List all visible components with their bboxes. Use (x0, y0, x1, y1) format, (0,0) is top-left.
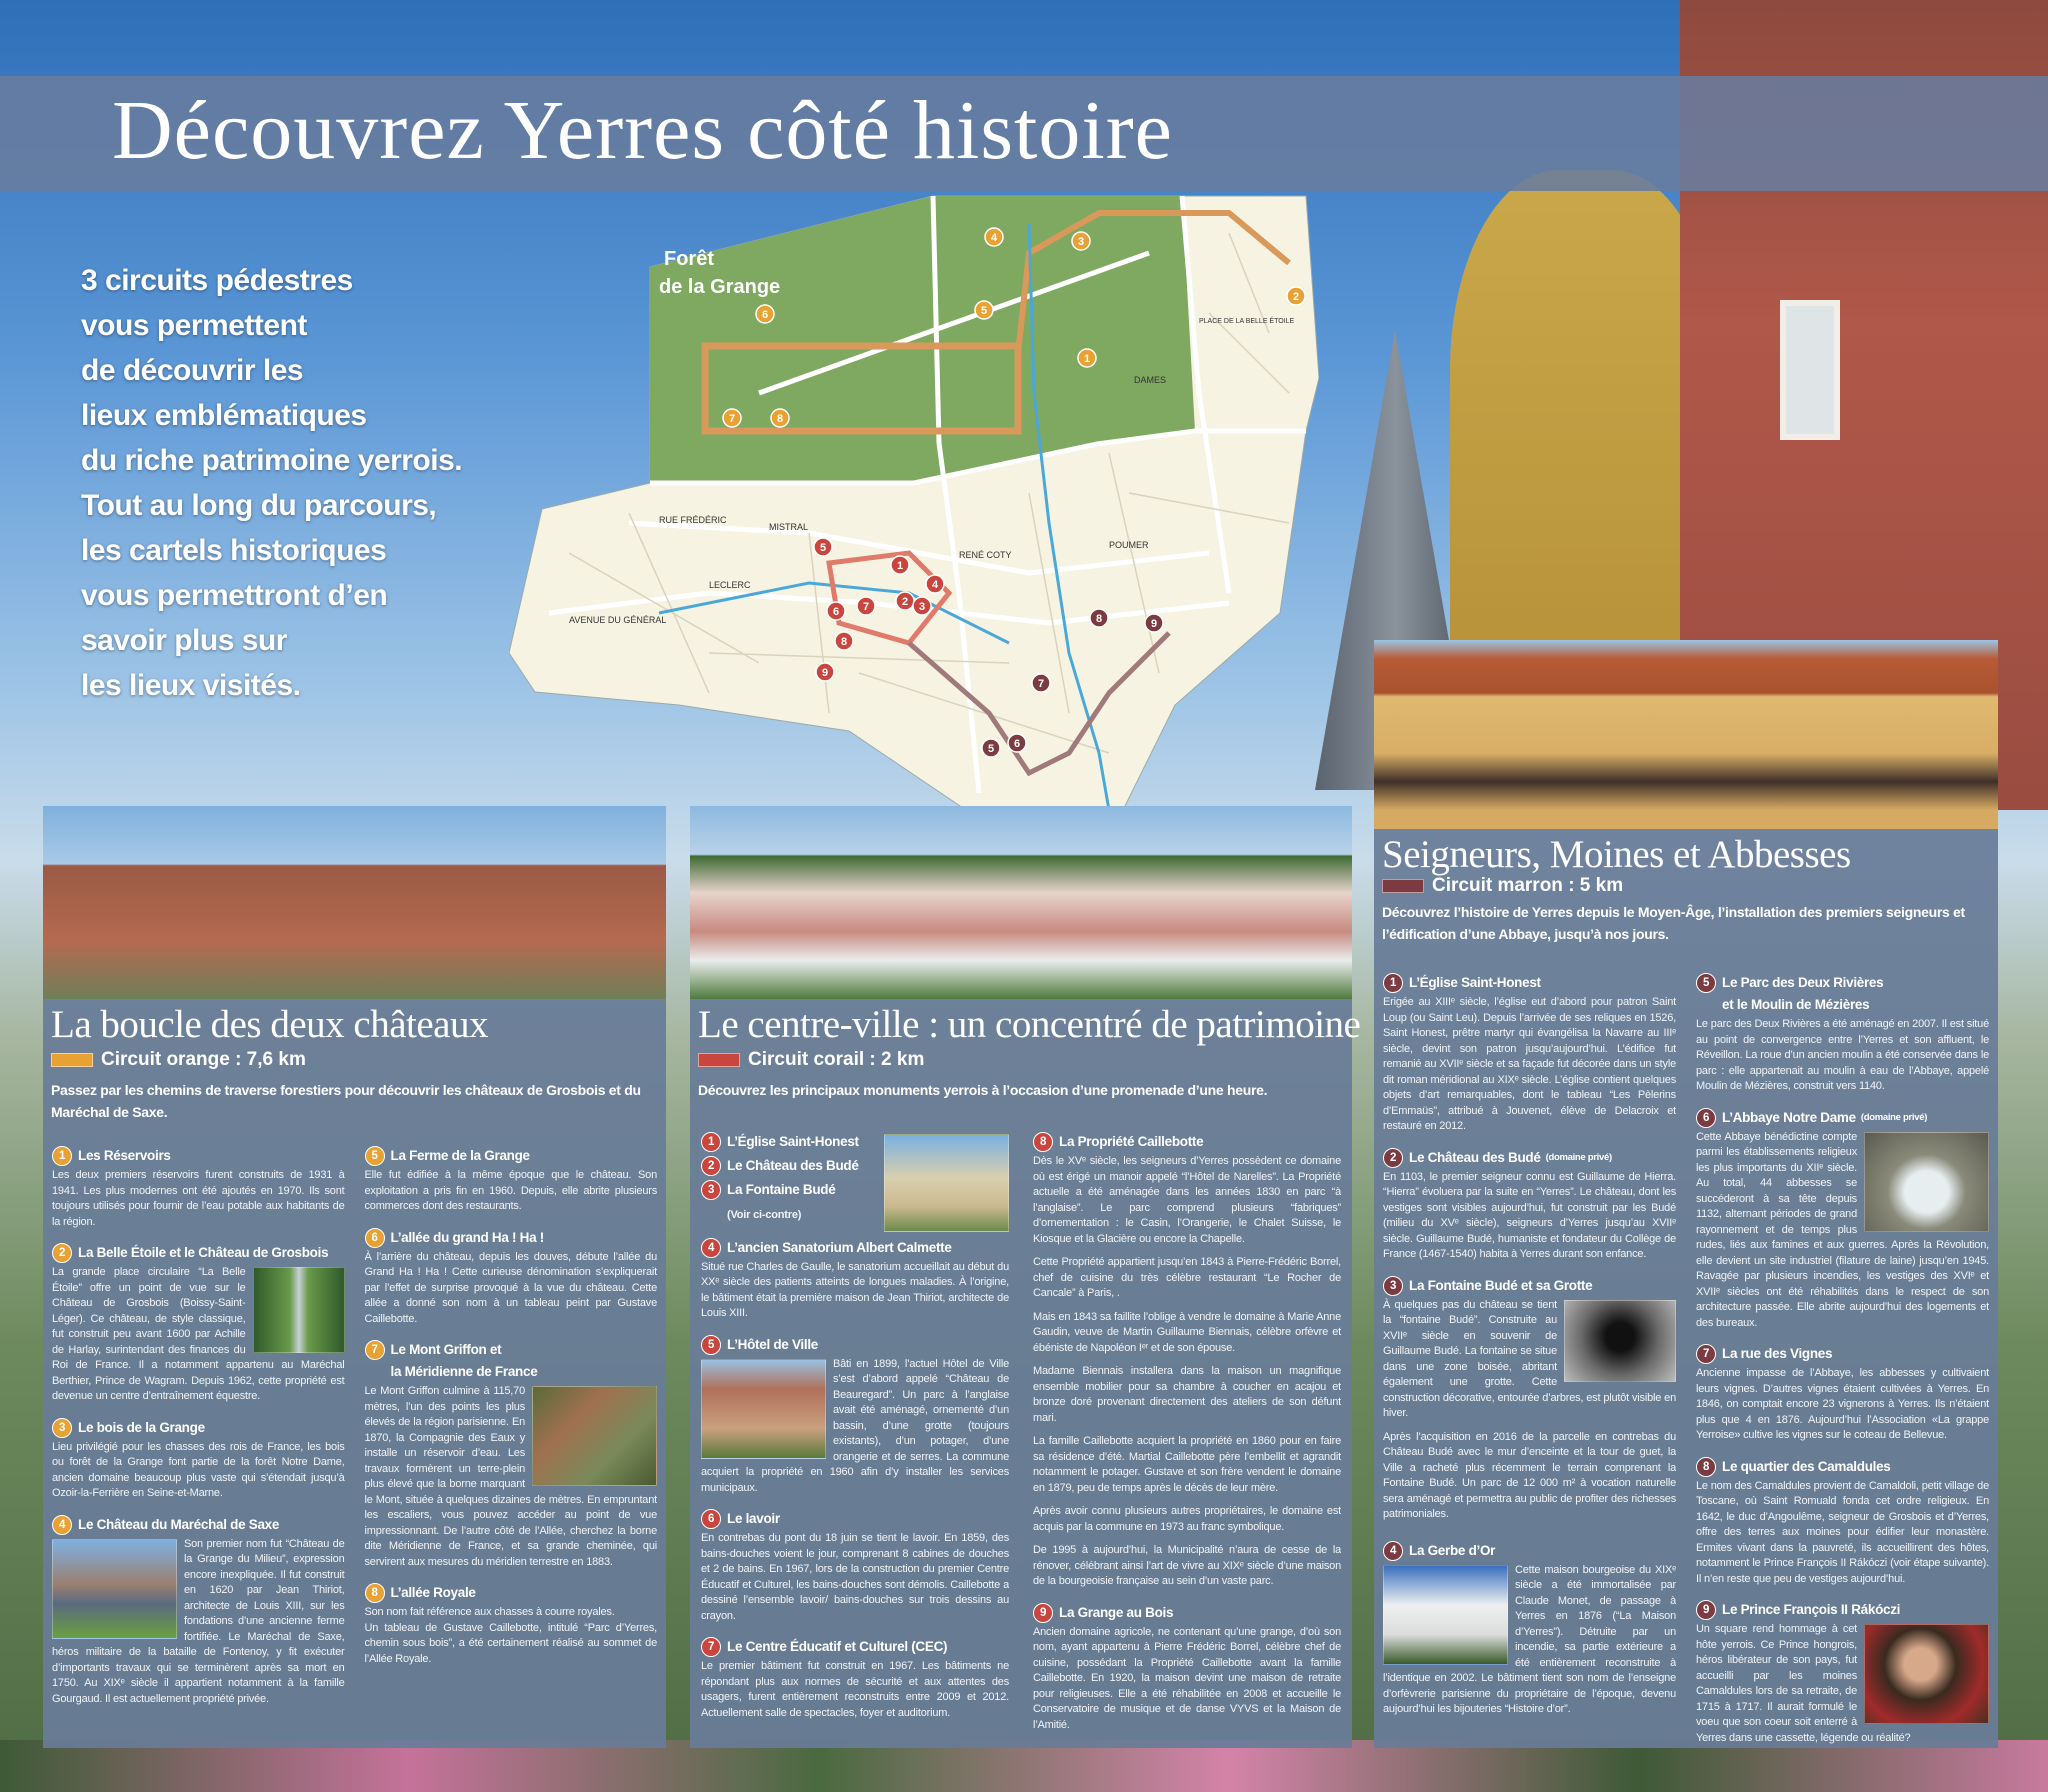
stop-entry (1033, 1132, 1341, 1590)
stop-description: Les deux premiers réservoirs furent construits de 1931 à 1941. Les plus modernes ont été ajoutés en 1970. Ils sont toujours utilisés pour fournir de l’eau potable aux habitants de la région. (52, 1169, 345, 1228)
map-marker-marron-6[interactable] (1008, 734, 1026, 752)
stop-number-badge: 2 (52, 1243, 72, 1263)
intro-line: de découvrir les (81, 354, 304, 387)
intro-line: Tout au long du parcours, (81, 489, 437, 522)
stop-number-badge: 3 (52, 1418, 72, 1438)
stop-description: À l’arrière du château, depuis les douves, débute l’allée du Grand Ha ! Ha ! Cette curieuse dénomination s’expliquerait par l’effet de surprise provoqué à la vue du château. Cette allée a donné son nom à un tableau peint par Gustave Caillebotte. (364, 1250, 657, 1325)
intro-line: les cartels historiques (81, 534, 387, 567)
circuit-length: Circuit orange : 7,6 km (101, 1049, 306, 1070)
panel-intro: Découvrez les principaux monuments yerrois à l’occasion d’une promenade d’une heure. (698, 1082, 1268, 1098)
stop-description: De 1995 à aujourd’hui, la Municipalité n’aura de cesse de la rénover, célébrant ainsi l’art de vivre au XIXᵉ siècle d’une maison de la bourgeoisie française au sein d’un vaste parc. (1033, 1544, 1341, 1587)
stop-title: Les Réservoirs (78, 1148, 171, 1163)
svg-text:2: 2 (901, 596, 909, 608)
stop-number-badge: 5 (365, 1146, 385, 1166)
stop-number-badge: 3 (701, 1180, 721, 1200)
stop-entry (1383, 1541, 1676, 1718)
map-marker-orange-8[interactable] (771, 409, 789, 427)
svg-text:7: 7 (728, 413, 736, 425)
svg-text:2: 2 (1292, 291, 1300, 303)
chateau-marechal-saxe-photo (52, 1539, 177, 1639)
svg-text:3: 3 (918, 601, 926, 613)
stop-title: Le Parc des Deux Rivières (1722, 975, 1884, 990)
stop-entry (1696, 1457, 1989, 1588)
map-marker-coral-6[interactable] (827, 602, 845, 620)
stop-number-badge: 7 (701, 1637, 721, 1657)
map-marker-marron-7[interactable] (1032, 674, 1050, 692)
stop-entry (701, 1132, 1009, 1152)
panel-column (1383, 973, 1676, 1759)
map-marker-marron-8[interactable] (1090, 609, 1108, 627)
stop-description: Son nom fait référence aux chasses à courre royales. (364, 1606, 615, 1618)
stop-title: Le Château des Budé (1409, 1149, 1541, 1165)
stop-note: (domaine privé) (1860, 1111, 1928, 1123)
stop-title: La Grange au Bois (1059, 1604, 1174, 1620)
map-label-street: DAMES (1134, 375, 1167, 385)
intro-line: vous permettront d’en (81, 579, 388, 612)
stop-title: La Ferme de la Grange (390, 1148, 530, 1163)
svg-text:9: 9 (1150, 618, 1158, 630)
svg-text:4: 4 (931, 579, 939, 591)
stop-description: En contrebas du pont du 18 juin se tient le lavoir. En 1859, des bains-douches voient le jour, comprenant 8 cabines de douches et 2 de bains. En 1967, lors de la construction du premier Centre Éducatif et Culturel, les bains-douches sont démolis. Caillebotte a dessiné l’ensemble lavoir/ bains-douches sur trois dessins au crayon. (701, 1532, 1009, 1622)
stop-number-badge: 5 (701, 1335, 721, 1355)
panel-body (1383, 973, 1989, 1759)
stop-entry (365, 1583, 658, 1667)
stop-title: Le quartier des Camaldules (1722, 1458, 1891, 1474)
stop-description: Elle fut édifiée à la même époque que le château. Son exploitation a pris fin en 1960. Depuis, elle abrite plusieurs commerces dont des restaurants. (364, 1169, 657, 1212)
map-marker-coral-8[interactable] (835, 632, 853, 650)
stop-entry (1383, 1148, 1676, 1263)
svg-text:7: 7 (862, 601, 870, 613)
stop-title: La Fontaine Budé et sa Grotte (1409, 1277, 1593, 1293)
stop-number-badge: 9 (1696, 1600, 1716, 1620)
stop-title: L’allée du grand Ha ! Ha ! (390, 1229, 544, 1245)
stop-description: Le nom des Camaldules provient de Camaldoli, petit village de Toscane, où Saint Romuald fonda cet ordre religieux. En 1642, le duc d’Angoulême, seigneur de Grosbois et d’Yerres, offre des terres aux moines pour édifier leur monastère. Ermites vivant dans la pauvreté, ils accueillirent des hôtes, notamment le Prince François II Rákóczi (voir étape suivante). Il n’en reste que peu de vestiges aujourd’hui. (1696, 1479, 1989, 1585)
svg-text:6: 6 (761, 309, 769, 321)
stop-number-badge: 7 (1696, 1344, 1716, 1364)
stop-title: Le Château du Maréchal de Saxe (78, 1516, 280, 1532)
svg-text:6: 6 (832, 606, 840, 618)
map-label-street: PLACE DE LA BELLE ÉTOILE (1199, 318, 1295, 325)
stop-description: Cette Abbaye bénédictine compte parmi les établissements religieux les plus importants du XIIᵉ siècle. Au total, 44 abbesses se succéderont à sa tête depuis 1132, alternant périodes de grand rayonnement et de temps plus rudes, liés aux famines et aux guerres. Après la Révolution, elle devient un site industriel (filature de laine) jusqu’en 1945. Ravagée par plusieurs incendies, les vestiges des XVIᵉ et XVIIᵉ siècles ont été réhabilités dans le respect de son architecture passée. Elle abrite aujourd’hui des logements et des bureaux. (1696, 1130, 1989, 1329)
stop-entry (365, 1228, 658, 1328)
stop-description: La grande place circulaire “La Belle Étoile” offre un point de vue sur le Château de Grosbois (Boissy-Saint-Léger). Ce château, de style classique, fut construit peu avant 1600 par Achille de Harlay, surintendant des finances du Roi de France. Il a notamment appartenu au Maréchal Berthier, Prince de Wagram. Depuis 1962, cette propriété est devenue un centre d’entraînement équestre. (52, 1266, 345, 1402)
map-marker-orange-6[interactable] (756, 305, 774, 323)
stop-title: L’Église Saint-Honest (727, 1134, 859, 1149)
stop-title: L’Église Saint-Honest (1409, 975, 1541, 990)
map-label-forest-2: de la Grange (659, 276, 781, 298)
stop-number-badge: 7 (365, 1340, 385, 1360)
stop-entry (701, 1509, 1009, 1624)
gerbe-dor-photo (1383, 1565, 1508, 1665)
svg-text:3: 3 (1077, 236, 1085, 248)
stop-description: Un tableau de Gustave Caillebotte, intitulé “Parc d’Yerres, chemin sous bois”, a été certainement réalisé au sommet de l’Allée Royale. (364, 1621, 657, 1665)
svg-text:9: 9 (821, 667, 829, 679)
chateau-photo (43, 806, 666, 999)
stop-title: La Fontaine Budé (727, 1182, 836, 1197)
stop-description: Le parc des Deux Rivières a été aménagé en 2007. Il est situé au point de convergence entre l’Yerres et son affluent, le Réveillon. La roue d’un ancien moulin a été conservée dans le parc : elle appartenait au moulin à eau de l’Abbaye, appelé Moulin de Mézières, construit vers 1140. (1696, 1018, 1989, 1092)
stop-entry (1383, 973, 1676, 1135)
panel-column (1033, 1132, 1341, 1746)
stop-entry (52, 1418, 345, 1502)
stop-entry (1696, 1108, 1989, 1332)
stop-title: La Belle Étoile et le Château de Grosbois (78, 1245, 329, 1260)
stop-number-badge: 9 (1033, 1603, 1053, 1623)
map-label-street: LECLERC (709, 580, 751, 590)
intro-line: lieux emblématiques (81, 399, 367, 432)
panel-body (52, 1146, 657, 1720)
svg-text:8: 8 (840, 636, 848, 648)
stop-description: Cette maison bourgeoise du XIXᵉ siècle a été immortalisée par Claude Monet, de passage à Yerres en 1876 (“La Maison d’Yerres”). Détruite par un incendie, sa partie extérieure a été entièrement reconstruite à l’identique en 2002. Le bâtiment tient son nom de l’enseigne d’orfèvrerie parisienne du propriétaire de l’époque, devenu aujourd’hui les bijouteries “Histoire d’or”. (1383, 1563, 1676, 1715)
stop-entry (1696, 1344, 1989, 1444)
circuit-length: Circuit marron : 5 km (1432, 875, 1624, 896)
stop-number-badge: 2 (701, 1156, 721, 1176)
map-marker-orange-3[interactable] (1072, 232, 1090, 250)
stop-description: (Voir ci-contre) (727, 1209, 802, 1221)
map-marker-marron-9[interactable] (1145, 614, 1163, 632)
svg-text:8: 8 (776, 413, 784, 425)
stop-description: Le premier bâtiment fut construit en 1967. Les bâtiments ne répondant plus aux normes de sécurité et aux attentes des usagers, furent entièrement reconstruits entre 2009 et 2012. Actuellement salle de spectacles, foyer et auditorium. (701, 1660, 1009, 1719)
stop-description: À quelques pas du château se tient la “fontaine Budé”. Construite au XVIIᵉ siècle en souvenir de Guillaume Budé. La fontaine se situe dans une zone boisée, abritant également une grotte. Cette construction décorative, entourée d’arbres, est plutôt visible en hiver. (1383, 1298, 1676, 1419)
stop-description: Situé rue Charles de Gaulle, le sanatorium accueillait au début du XXᵉ siècle des patients atteints de longues maladies. À l’origine, le bâtiment était la première maison de Jean Thiriot, architecte de Louis XIII. (701, 1260, 1009, 1319)
stop-number-badge: 4 (1383, 1541, 1403, 1561)
intro-line: les lieux visités. (81, 669, 301, 702)
stop-number-badge: 3 (1383, 1276, 1403, 1296)
caillebotte-property-photo (690, 806, 1352, 999)
stop-title: La Gerbe d’Or (1409, 1542, 1496, 1558)
grosbois-alley-photo (253, 1267, 345, 1353)
stop-number-badge: 1 (701, 1132, 721, 1152)
hotel-de-ville-photo (701, 1359, 826, 1459)
svg-text:5: 5 (819, 542, 827, 554)
map-marker-coral-2[interactable] (896, 592, 914, 610)
panel-column (52, 1146, 345, 1720)
stop-description: Ancien domaine agricole, ne contenant qu’une grange, d’où son nom, ayant appartenu à Pierre Frédéric Borrel, célèbre chef de cuisine, possédant la Propriété Caillebotte avant la famille Caillebotte. En 1920, la maison devint une maison de retraite pour religieuses. Elle a été réhabilitée en 2008 et accueille le Conservatoire de musique et de danse VYVS et la Maison de l’Amitié. (1033, 1625, 1341, 1731)
stop-description: Lieu privilégié pour les chasses des rois de France, les bois ou forêt de la Grange font partie de la forêt Notre Dame, ancien domaine beaucoup plus vaste qui s’étendait jusqu’à Ozoir-la-Ferrière en Seine-et-Marne. (52, 1440, 345, 1499)
stop-title: Le lavoir (727, 1511, 780, 1526)
abbaye-arch-photo (1864, 1132, 1989, 1232)
intro-line: du riche patrimoine yerrois. (81, 444, 463, 477)
stop-description: Après l’acquisition en 2016 de la parcelle en contrebas du Château Budé avec le mur d’enceinte et la tour de guet, la Ville a racheté plus récemment le terrain comprenant la Fontaine Budé. Un parc de 12 000 m² à vocation naturelle sera aménagé et permettra au public de profiter des richesses patrimoniales. (1383, 1430, 1676, 1520)
panel-intro: Découvrez l’histoire de Yerres depuis le Moyen-Âge, l’installation des premiers seigneurs et l’édification d’une Abbaye, jusqu’à nos jours. (1382, 904, 1965, 942)
stop-entry (365, 1146, 658, 1215)
stop-title-line2: et le Moulin de Mézières (1722, 997, 1870, 1012)
stop-number-badge: 4 (701, 1238, 721, 1258)
stop-title: L’Abbaye Notre Dame (1722, 1109, 1856, 1125)
map-marker-marron-5[interactable] (982, 739, 1000, 757)
background-window (1780, 300, 1840, 440)
map-label-street: RUE FRÉDÉRIC (659, 515, 727, 525)
stop-title: L’allée Royale (390, 1585, 476, 1600)
svg-text:5: 5 (987, 743, 995, 755)
stop-description: Le Mont Griffon culmine à 115,70 mètres, l’un des points les plus élevés de la région parisienne. En 1870, la Compagnie des Eaux y installe un réservoir d’eau. Les travaux formèrent un terre-plein plus élevé que la borne marquant le Mont, située à quelques dizaines de mètres. En empruntant les escaliers, vous pouvez accéder au point de vue impressionnant. De l’autre côté de l’Allée, cherchez la borne dite Méridienne de France, et sa grande cheminée, qui servirent aux mesures du méridien terrestre en 1883. (364, 1385, 657, 1568)
abbey-photo (1374, 640, 1998, 829)
circuit-color-swatch (698, 1053, 740, 1067)
panel-column (1696, 973, 1989, 1759)
panel-orange-circuit (43, 806, 666, 1748)
map-label-street: MISTRAL (769, 522, 809, 532)
stop-entry (1696, 973, 1989, 1095)
stop-entry (365, 1340, 658, 1570)
stop-title: Le Centre Éducatif et Culturel (CEC) (727, 1639, 948, 1654)
stop-entry (701, 1335, 1009, 1497)
stop-number-badge: 1 (1383, 973, 1403, 993)
panel-column (365, 1146, 658, 1720)
stop-number-badge: 8 (1696, 1457, 1716, 1477)
stop-entry (701, 1238, 1009, 1322)
stop-description: Son premier nom fut “Château de la Grange du Milieu”, expression encore inexpliquée. Il fut construit en 1620 par Jean Thiriot, architecte de Louis XIII, sur les fondations d’une ancienne ferme fortifiée. Le Maréchal de Saxe, héros militaire de la bataille de Fontenoy, y fit exécuter d’importants travaux qui se terminèrent après sa mort en 1750. Au XIXᵉ siècle il appartient notamment à la famille Gourgaud. Il est actuellement propriété privée. (52, 1537, 345, 1705)
stop-entry (1033, 1603, 1341, 1734)
stop-number-badge: 5 (1696, 973, 1716, 993)
stop-title: L’ancien Sanatorium Albert Calmette (727, 1239, 952, 1255)
map-marker-coral-9[interactable] (816, 663, 834, 681)
stop-number-badge: 6 (1696, 1108, 1716, 1128)
map-marker-coral-4[interactable] (926, 575, 944, 593)
map-marker-coral-1[interactable] (891, 556, 909, 574)
svg-text:7: 7 (1037, 678, 1045, 690)
stop-description: Madame Biennais installera dans la maison un magnifique ensemble mobilier pour sa chambre à coucher en acajou et bronze doré provenant directement des ateliers de son défunt mari. (1033, 1365, 1341, 1424)
stop-number-badge: 6 (365, 1228, 385, 1248)
page-title: Découvrez Yerres côté histoire (112, 84, 1173, 177)
walking-circuits-map[interactable] (509, 193, 1319, 810)
stop-note: (domaine privé) (1545, 1151, 1612, 1163)
stop-entry (1696, 1600, 1989, 1746)
panel-title: La boucle des deux châteaux (51, 1003, 488, 1046)
map-marker-orange-5[interactable] (975, 301, 993, 319)
stop-description: Erigée au XIIIᵉ siècle, l’église eut d’abord pour patron Saint Loup (ou Saint Leu). Depuis l’arrivée de ses reliques en 1526, Saint Honest, prêtre martyr qui évangélisa la Navarre au IIIᵉ siècle, devint son patron jusqu’aujourd’hui. L’édifice fut remanié au XVIIᵉ siècle et sa façade fut décorée dans un style dit roman méridional au XIXᵉ siècle. L’église contient quelques objets d’art remarquables, dont le tableau “Les Pèlerins d’Emmaüs”, attribué à Jouvenet, élève de Delacroix et restauré en 2012. (1383, 996, 1676, 1132)
svg-text:1: 1 (896, 560, 904, 572)
map-label-forest: Forêt (664, 248, 714, 270)
stop-number-badge: 8 (365, 1583, 385, 1603)
map-marker-coral-5[interactable] (814, 538, 832, 556)
rakoczi-portrait-photo (1864, 1624, 1989, 1724)
map-marker-coral-7[interactable] (857, 597, 875, 615)
panel-marron-circuit (1374, 640, 1998, 1748)
circuit-color-swatch (51, 1053, 93, 1067)
map-label-street: RENÉ COTY (959, 550, 1012, 560)
svg-text:5: 5 (980, 305, 988, 317)
stop-number-badge: 2 (1383, 1148, 1403, 1168)
stop-entry (1383, 1276, 1676, 1523)
fontaine-bude-grotto-photo (1564, 1300, 1676, 1382)
circuit-color-swatch (1382, 879, 1424, 893)
stop-description: En 1103, le premier seigneur connu est Guillaume de Hierra. “Hierra” évoluera par la suite en “Yerres”. Le château, dont les vestiges sont visibles aujourd’hui, fut construit par les Budé (milieu du XVᵉ siècle), seigneurs d’Yerres jusqu’au XVIIᵉ siècle. Guillaume Budé, humaniste et fondateur du Collège de France (1467-1540) habita à Yerres durant son enfance. (1383, 1170, 1676, 1260)
stop-title: L’Hôtel de Ville (727, 1336, 818, 1352)
stop-number-badge: 6 (701, 1509, 721, 1529)
stop-description: Dès le XVᵉ siècle, les seigneurs d’Yerres possèdent ce domaine où est érigé un manoir appelé “l’Hôtel de Narelles”. La Propriété actuelle a été aménagée dans les années 1830 en parc “à l’anglaise”. Le parc comprend plusieurs “fabriques” d’ornementation : le Casin, l’Orangerie, le Chalet Suisse, le Kiosque et la Glacière ou encore la Chapelle. (1033, 1155, 1341, 1245)
map-marker-orange-7[interactable] (723, 409, 741, 427)
panel-column (701, 1132, 1009, 1746)
stop-title: Le Mont Griffon et (390, 1342, 502, 1357)
stop-description: Mais en 1843 sa faillite l’oblige à vendre le domaine à Marie Anne Gaudin, veuve de Martin Guillaume Biennais, célèbre orfèvre et ébéniste de Napoléon Iᵉʳ et de son épouse. (1033, 1310, 1341, 1354)
stop-description: Bâti en 1899, l’actuel Hôtel de Ville s’est d’abord appelé “Château de Beauregard”. Un parc à l’anglaise avait été aménagé, ornementé d’un bassin, d’une grotte (toujours existants), d’un potager, d’une orangerie et de serres. La commune acquiert la propriété en 1960 afin d’y installer les services municipaux. (701, 1357, 1009, 1494)
stop-number-badge: 4 (52, 1515, 72, 1535)
stop-entry (52, 1515, 345, 1708)
svg-text:4: 4 (990, 232, 998, 244)
map-marker-orange-4[interactable] (985, 228, 1003, 246)
stop-title: La rue des Vignes (1722, 1346, 1833, 1361)
circuit-length: Circuit corail : 2 km (748, 1049, 925, 1070)
stop-entry (701, 1637, 1009, 1721)
stop-number-badge: 8 (1033, 1132, 1053, 1152)
stop-description: Ancienne impasse de l’Abbaye, les abbesses y cultivaient leurs vignes. D’autres vignes étaient cultivées à Yerres. En 1846, on comptait encore 23 vignerons à Yerres. Ils n’étaient plus que 4 en 1876. Aujourd’hui l’Association «La grappe Yerroise» cultive les vignes sur le coteau de Bellevue. (1696, 1367, 1989, 1441)
map-label-street: AVENUE DU GÉNÉRAL (569, 615, 667, 625)
map-marker-orange-2[interactable] (1287, 287, 1305, 305)
panel-intro: Passez par les chemins de traverse forestiers pour découvrir les châteaux de Grosbois et du Maréchal de Saxe. (51, 1082, 641, 1120)
panel-title: Le centre-ville : un concentré de patrimoine (698, 1003, 1361, 1046)
stop-number-badge: 1 (52, 1146, 72, 1166)
stop-title-line2: la Méridienne de France (390, 1364, 538, 1379)
mont-griffon-photo (532, 1386, 657, 1486)
stop-description: Après avoir connu plusieurs autres propriétaires, le domaine est acquis par la commune en 1973 au franc symbolique. (1033, 1505, 1341, 1533)
intro-line: savoir plus sur (81, 624, 287, 657)
svg-text:1: 1 (1083, 353, 1091, 365)
panel-body (701, 1132, 1341, 1746)
stop-entry (52, 1243, 345, 1405)
panel-coral-circuit (690, 806, 1361, 1748)
svg-text:6: 6 (1013, 738, 1021, 750)
panel-title: Seigneurs, Moines et Abbesses (1382, 833, 1851, 876)
stop-title: Le bois de la Grange (78, 1419, 205, 1435)
stop-title: Le Château des Budé (727, 1158, 859, 1173)
stop-title: La Propriété Caillebotte (1059, 1134, 1204, 1149)
stop-entry (52, 1146, 345, 1230)
map-label-street: POUMER (1109, 540, 1149, 550)
stop-description: Cette Propriété appartient jusqu’en 1843 à Pierre-Frédéric Borrel, chef de cuisine du très célèbre restaurant “Le Rocher de Cancale” à Paris, . (1033, 1256, 1341, 1299)
intro-line: vous permettent (81, 309, 307, 342)
stop-title: Le Prince François II Rákóczi (1722, 1602, 1901, 1617)
eglise-saint-honest-photo (884, 1134, 1009, 1232)
stop-description: Un square rend hommage à cet hôte yerrois. Ce Prince hongrois, héros libérateur de son pays, fut accueilli par les moines Camaldules lors de sa retraite, de 1715 à 1717. Il aurait formulé le voeu que son coeur soit enterré à Yerres dans une cassette, légende ou réalité? (1696, 1623, 1911, 1744)
stop-description: La famille Caillebotte acquiert la propriété en 1860 pour en faire sa résidence d’été. Martial Caillebotte père l’embellit et agrandit notamment le potager. Gustave et son frère vendent le domaine en 1879, peu de temps après le décès de leur mère. (1033, 1435, 1341, 1494)
intro-line: 3 circuits pédestres (81, 264, 353, 297)
map-marker-coral-3[interactable] (913, 597, 931, 615)
svg-text:8: 8 (1095, 613, 1103, 625)
map-marker-orange-1[interactable] (1078, 349, 1096, 367)
